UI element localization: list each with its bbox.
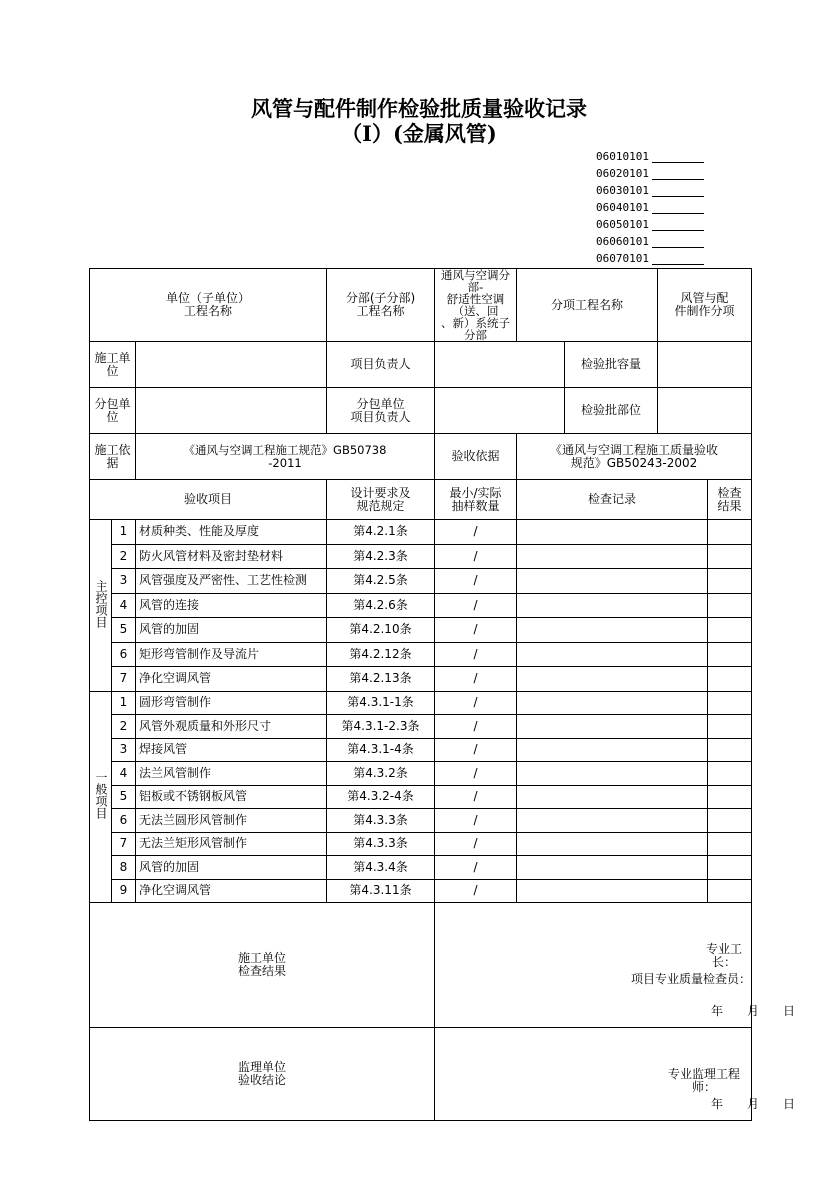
item-result — [708, 520, 752, 545]
supervisor-signature-area — [435, 1028, 796, 1120]
inspection-table — [89, 268, 796, 1121]
item-number: 8 — [112, 856, 136, 880]
item-result — [708, 544, 752, 569]
code-row — [596, 197, 704, 214]
item-sample: / — [435, 762, 517, 786]
page-title: 风管与配件制作检验批质量验收记录 — [251, 96, 587, 121]
code-list — [596, 146, 704, 265]
item-number: 9 — [112, 879, 136, 903]
item-sample: / — [435, 667, 517, 692]
item-number: 6 — [112, 809, 136, 833]
code-row — [596, 180, 704, 197]
code-number: 06060101 — [596, 235, 649, 248]
code-number: 06070101 — [596, 252, 649, 265]
item-spec: 第4.2.1条 — [327, 520, 435, 545]
batch-capacity-label: 检验批容量 — [565, 342, 658, 388]
item-name: 矩形弯管制作及导流片 — [136, 642, 327, 667]
page-subtitle: （Ⅰ）(金属风管) — [341, 121, 497, 146]
item-name: 材质种类、性能及厚度 — [136, 520, 327, 545]
item-spec: 第4.2.13条 — [327, 667, 435, 692]
item-record — [517, 691, 708, 715]
code-blank-line — [652, 218, 704, 231]
code-blank-line — [652, 235, 704, 248]
item-number: 4 — [112, 593, 136, 618]
table-row — [90, 520, 752, 545]
item-sample: / — [435, 715, 517, 739]
item-spec: 第4.3.2条 — [327, 762, 435, 786]
item-spec: 第4.2.10条 — [327, 618, 435, 643]
item-record — [517, 715, 708, 739]
item-sample: / — [435, 569, 517, 594]
item-record — [517, 618, 708, 643]
item-record — [517, 762, 708, 786]
code-blank-line — [652, 150, 704, 163]
item-sample: / — [435, 879, 517, 903]
item-record — [517, 544, 708, 569]
item-name: 风管外观质量和外形尺寸 — [136, 715, 327, 739]
item-record — [517, 667, 708, 692]
item-record — [517, 879, 708, 903]
table-row — [90, 809, 752, 833]
item-name: 风管的连接 — [136, 593, 327, 618]
item-name: 圆形弯管制作 — [136, 691, 327, 715]
batch-location-label: 检验批部位 — [565, 388, 658, 434]
item-record — [517, 832, 708, 856]
item-spec: 第4.2.12条 — [327, 642, 435, 667]
table-row — [90, 618, 752, 643]
item-number: 3 — [112, 738, 136, 762]
contractor-value — [136, 342, 327, 388]
item-sample: / — [435, 785, 517, 809]
item-result — [708, 785, 752, 809]
contractor-signature-area — [435, 903, 796, 1027]
project-manager-value — [435, 342, 565, 388]
table-row — [90, 667, 752, 692]
item-name: 防火风管材料及密封垫材料 — [136, 544, 327, 569]
table-row — [90, 738, 752, 762]
unit-project-name-label: 单位（子单位） 工程名称 — [90, 269, 327, 342]
item-result — [708, 856, 752, 880]
item-record — [517, 738, 708, 762]
item-sample: / — [435, 520, 517, 545]
item-result — [708, 593, 752, 618]
col-spec: 设计要求及 规范规定 — [327, 480, 435, 520]
item-spec: 第4.2.6条 — [327, 593, 435, 618]
item-record — [517, 856, 708, 880]
table-row — [90, 569, 752, 594]
item-number: 5 — [112, 785, 136, 809]
item-name: 风管强度及严密性、工艺性检测 — [136, 569, 327, 594]
item-name: 净化空调风管 — [136, 667, 327, 692]
supervisor-conclusion-label: 监理单位 验收结论 — [90, 1028, 435, 1121]
code-number: 06040101 — [596, 201, 649, 214]
item-name: 铝板或不锈钢板风管 — [136, 785, 327, 809]
item-sample: / — [435, 832, 517, 856]
item-project-name-label: 分项工程名称 — [517, 269, 658, 342]
main-items-group-label — [90, 520, 112, 692]
foreman-label: 专业工长： — [706, 942, 743, 969]
item-result — [708, 569, 752, 594]
item-number: 1 — [112, 520, 136, 545]
item-result — [708, 832, 752, 856]
acceptance-basis-label: 验收依据 — [435, 434, 517, 480]
item-spec: 第4.3.1-4条 — [327, 738, 435, 762]
item-record — [517, 520, 708, 545]
code-row — [596, 146, 704, 163]
contractor-check-result-label: 施工单位 检查结果 — [90, 903, 435, 1028]
code-number: 06020101 — [596, 167, 649, 180]
item-record — [517, 642, 708, 667]
supervisor-engineer-label: 专业监理工程师： — [668, 1067, 741, 1094]
item-number: 7 — [112, 832, 136, 856]
code-number: 06010101 — [596, 150, 649, 163]
code-row — [596, 248, 704, 265]
subdivision-name-value: 通风与空调分部- 舒适性空调（送、回 、新）系统子分部 — [435, 269, 517, 342]
col-acceptance-item: 验收项目 — [90, 480, 327, 520]
table-row — [90, 832, 752, 856]
item-spec: 第4.3.2-4条 — [327, 785, 435, 809]
table-row — [90, 593, 752, 618]
item-number: 2 — [112, 715, 136, 739]
batch-location-value — [658, 388, 752, 434]
item-sample: / — [435, 593, 517, 618]
sub-project-manager-value — [435, 388, 565, 434]
item-sample: / — [435, 809, 517, 833]
table-row — [90, 762, 752, 786]
subdivision-name-label: 分部(子分部) 工程名称 — [327, 269, 435, 342]
acceptance-basis-value: 《通风与空调工程施工质量验收 规范》GB50243-2002 — [517, 434, 752, 480]
construction-basis-value: 《通风与空调工程施工规范》GB50738 -2011 — [136, 434, 435, 480]
item-result — [708, 809, 752, 833]
item-number: 7 — [112, 667, 136, 692]
item-name: 焊接风管 — [136, 738, 327, 762]
col-sample: 最小/实际 抽样数量 — [435, 480, 517, 520]
item-spec: 第4.2.5条 — [327, 569, 435, 594]
item-spec: 第4.3.1-2.3条 — [327, 715, 435, 739]
code-row — [596, 163, 704, 180]
table-row — [90, 715, 752, 739]
item-sample: / — [435, 856, 517, 880]
project-manager-label: 项目负责人 — [327, 342, 435, 388]
subcontractor-value — [136, 388, 327, 434]
item-sample: / — [435, 642, 517, 667]
item-result — [708, 618, 752, 643]
table-row — [90, 785, 752, 809]
item-result — [708, 715, 752, 739]
item-number: 4 — [112, 762, 136, 786]
code-blank-line — [652, 167, 704, 180]
table-row — [90, 879, 752, 903]
group-label-text: 一般项目 — [94, 771, 108, 820]
quality-inspector-label: 项目专业质量检查员： — [631, 972, 752, 986]
supervisor-date: 年 月 日 — [711, 1097, 796, 1111]
item-name: 风管的加固 — [136, 618, 327, 643]
item-record — [517, 785, 708, 809]
contractor-date: 年 月 日 — [711, 1004, 796, 1018]
item-spec: 第4.3.3条 — [327, 832, 435, 856]
code-number: 06030101 — [596, 184, 649, 197]
col-result: 检查 结果 — [708, 480, 752, 520]
code-row — [596, 231, 704, 248]
item-name: 法兰风管制作 — [136, 762, 327, 786]
item-sample: / — [435, 738, 517, 762]
item-result — [708, 879, 752, 903]
item-result — [708, 738, 752, 762]
batch-capacity-value — [658, 342, 752, 388]
sub-project-manager-label: 分包单位 项目负责人 — [327, 388, 435, 434]
item-spec: 第4.3.3条 — [327, 809, 435, 833]
item-number: 1 — [112, 691, 136, 715]
item-number: 5 — [112, 618, 136, 643]
col-record: 检查记录 — [517, 480, 708, 520]
general-items-group-label — [90, 691, 112, 903]
group-label-text: 主控项目 — [94, 579, 108, 628]
item-record — [517, 569, 708, 594]
table-row — [90, 642, 752, 667]
table-row — [90, 691, 752, 715]
construction-basis-label: 施工依据 — [90, 434, 136, 480]
subcontractor-label: 分包单位 — [90, 388, 136, 434]
item-number: 3 — [112, 569, 136, 594]
code-blank-line — [652, 201, 704, 214]
item-spec: 第4.3.4条 — [327, 856, 435, 880]
item-name: 风管的加固 — [136, 856, 327, 880]
table-row — [90, 544, 752, 569]
code-blank-line — [652, 184, 704, 197]
item-result — [708, 691, 752, 715]
item-result — [708, 667, 752, 692]
item-spec: 第4.2.3条 — [327, 544, 435, 569]
code-blank-line — [652, 252, 704, 265]
item-record — [517, 593, 708, 618]
table-row — [90, 856, 752, 880]
code-number: 06050101 — [596, 218, 649, 231]
contractor-label: 施工单位 — [90, 342, 136, 388]
item-sample: / — [435, 691, 517, 715]
item-spec: 第4.3.11条 — [327, 879, 435, 903]
item-spec: 第4.3.1-1条 — [327, 691, 435, 715]
item-result — [708, 762, 752, 786]
item-name: 无法兰圆形风管制作 — [136, 809, 327, 833]
code-row — [596, 214, 704, 231]
item-number: 6 — [112, 642, 136, 667]
item-number: 2 — [112, 544, 136, 569]
item-sample: / — [435, 618, 517, 643]
item-result — [708, 642, 752, 667]
item-record — [517, 809, 708, 833]
item-sample: / — [435, 544, 517, 569]
item-project-name-value: 风管与配 件制作分项 — [658, 269, 752, 342]
item-name: 无法兰矩形风管制作 — [136, 832, 327, 856]
item-name: 净化空调风管 — [136, 879, 327, 903]
